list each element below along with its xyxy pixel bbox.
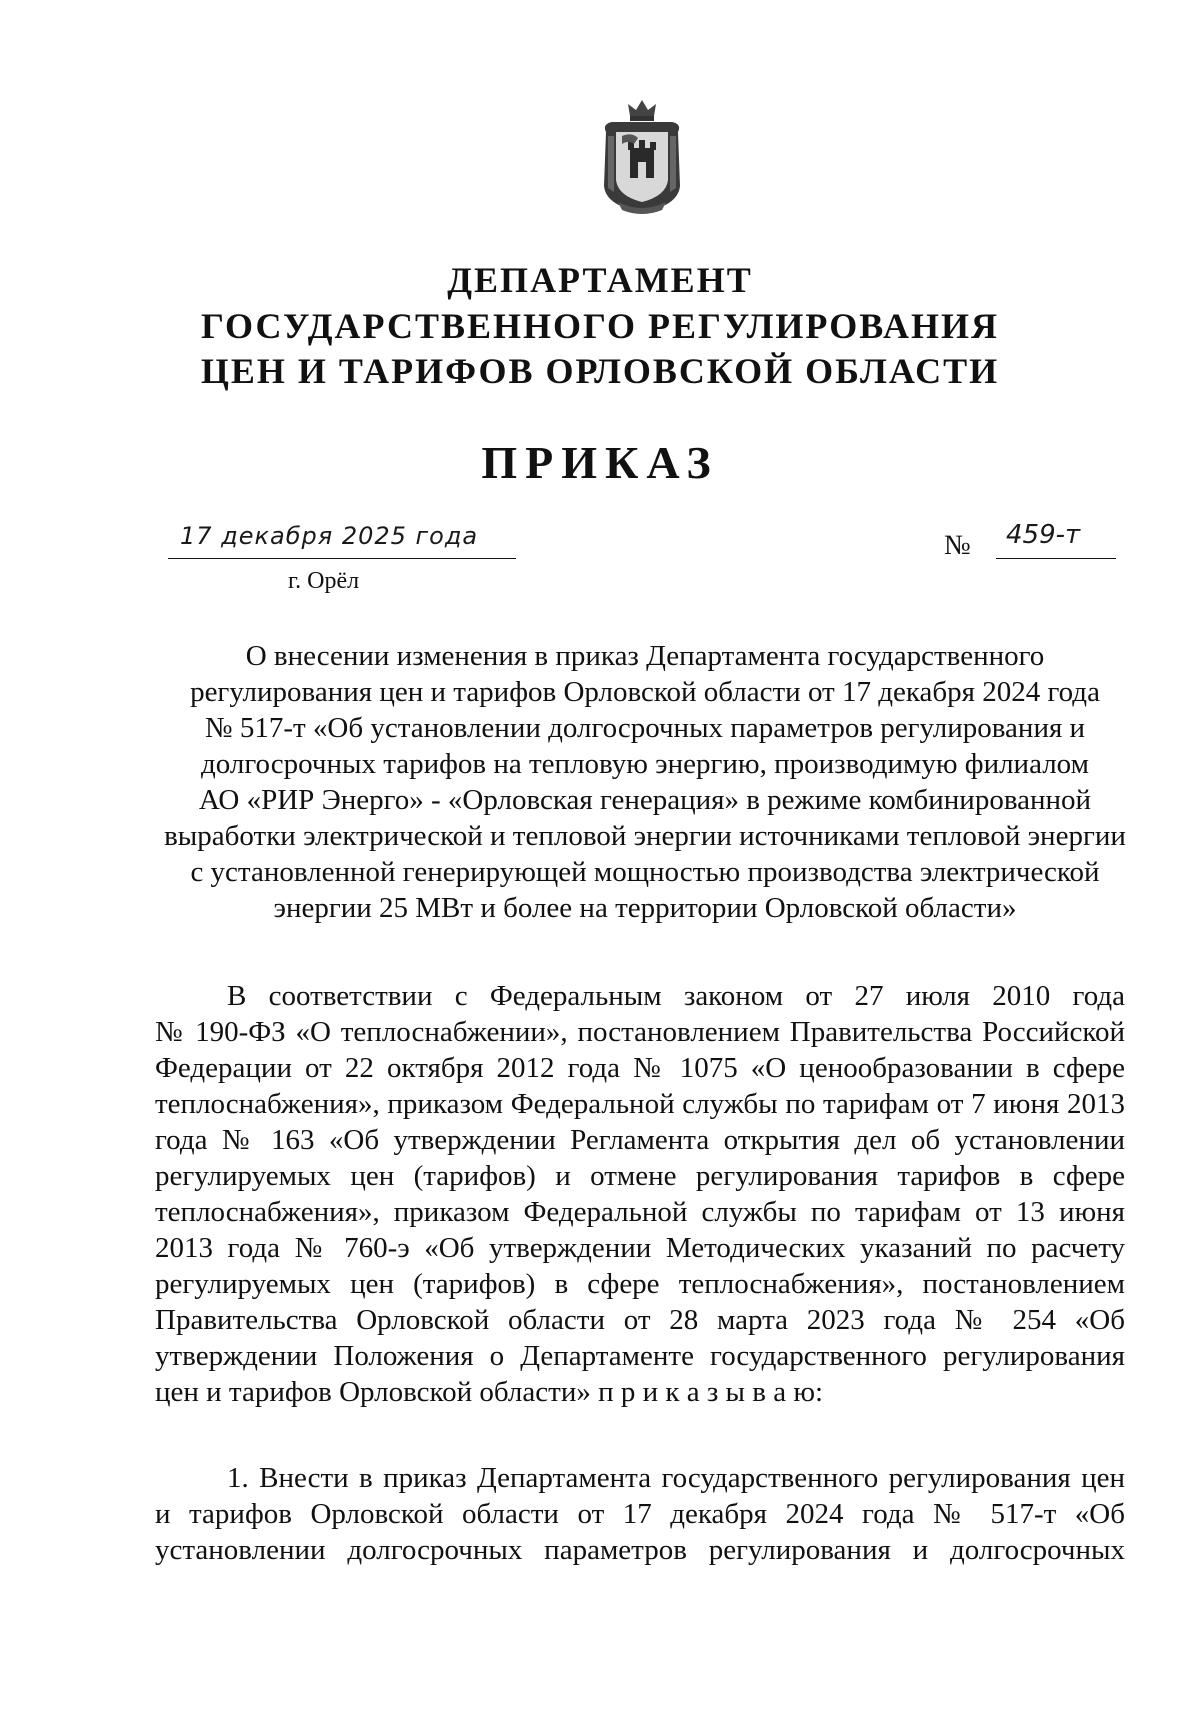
coat-of-arms-emblem [598,96,686,216]
preamble-line: Правительства Орловской области от 28 марта 2023 года № 254 «Об [155,1304,1125,1336]
item-1-line: и тарифов Орловской области от 17 декабря 2024 года № 517-т «Об [155,1498,1125,1530]
item-1-line: установлении долгосрочных параметров регулирования и долгосрочных [155,1534,1125,1566]
item-1-line: 1. Внести в приказ Департамента государственного регулирования цен [227,1462,1125,1494]
preamble-line: № 190-ФЗ «О теплоснабжении», постановлением Правительства Российской [155,1016,1125,1048]
subject-line: О внесении изменения в приказ Департамента государственного [245,640,1045,672]
department-name-line-2: ГОСУДАРСТВЕННОГО РЕГУЛИРОВАНИЯ [201,306,999,346]
city-label: г. Орёл [288,568,360,594]
subject-line: с установленной генерирующей мощностью производства электрической [190,856,1100,888]
preamble-line: регулируемых цен (тарифов) и отмене регулирования тарифов в сфере [155,1160,1125,1192]
order-subject [155,638,1135,926]
number-underline [996,558,1116,559]
handwritten-number: 459-т [1006,520,1081,550]
subject-line: выработки электрической и тепловой энергии источниками тепловой энергии [164,820,1126,852]
subject-line: регулирования цен и тарифов Орловской области от 17 декабря 2024 года [190,676,1100,708]
preamble-line: теплоснабжения», приказом Федеральной службы по тарифам от 13 июня [155,1196,1125,1228]
item-1-paragraph [155,1460,1125,1568]
document-type-title: ПРИКАЗ [481,437,719,488]
preamble-line: цен и тарифов Орловской области» п р и к а з ы в а ю: [155,1376,824,1408]
subject-line: долгосрочных тарифов на тепловую энергию, производимую филиалом [201,748,1089,780]
preamble-line: регулируемых цен (тарифов) в сфере теплоснабжения», постановлением [155,1268,1125,1300]
subject-line: № 517-т «Об установлении долгосрочных параметров регулирования и [204,712,1086,744]
handwritten-date: 17 декабря 2025 года [180,522,479,550]
subject-line: АО «РИР Энерго» - «Орловская генерация» в режиме комбинированной [198,784,1092,816]
department-name-line-3: ЦЕН И ТАРИФОВ ОРЛОВСКОЙ ОБЛАСТИ [200,351,1000,391]
preamble-line: Федерации от 22 октября 2012 года № 1075 «О ценообразовании в сфере [155,1052,1125,1084]
date-underline [168,558,516,559]
preamble-paragraph [155,978,1125,1410]
department-name-line-1: ДЕПАРТАМЕНТ [447,260,753,300]
preamble-line: года № 163 «Об утверждении Регламента открытия дел об установлении [155,1124,1125,1156]
preamble-line: теплоснабжения», приказом Федеральной службы по тарифам от 7 июня 2013 [155,1088,1125,1120]
preamble-line: утверждении Положения о Департаменте государственного регулирования [155,1340,1125,1372]
number-sign: № [944,530,971,561]
preamble-line: В соответствии с Федеральным законом от 27 июля 2010 года [227,980,1125,1012]
preamble-line: 2013 года № 760-э «Об утверждении Методических указаний по расчету [155,1232,1125,1264]
subject-line: энергии 25 МВт и более на территории Орловской области» [273,892,1017,924]
